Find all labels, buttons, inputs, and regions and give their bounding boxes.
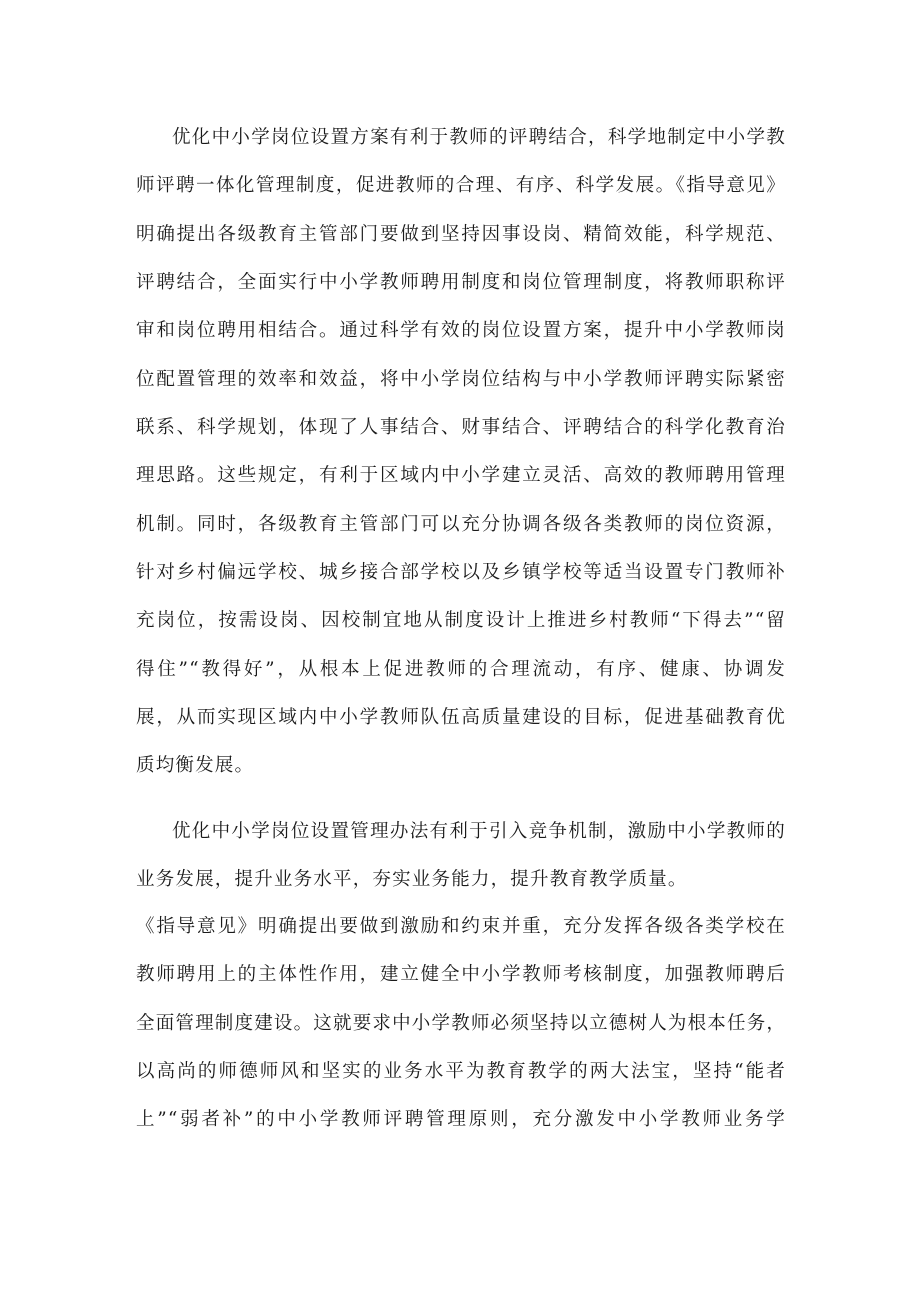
paragraph-2-line-4: 教师聘用上的主体性作用，建立健全中小学教师考核制度，加强教师聘后 [136,964,786,985]
paragraph-1-line-14: 质均衡发展。 [136,755,255,776]
paragraph-2-line-2: 业务发展，提升业务水平，夯实业务能力，提升教育教学质量。 [136,869,688,890]
paragraph-1-line-11: 充岗位，按需设岗、因校制宜地从制度设计上推进乡村教师“下得去”“留 [136,610,786,631]
paragraph-1-line-8: 理思路。这些规定，有利于区域内中小学建立灵活、高效的教师聘用管理 [136,465,786,486]
paragraph-1-line-3: 明确提出各级教育主管部门要做到坚持因事设岗、精简效能，科学规范、 [136,224,786,245]
paragraph-1-line-12: 得住”“教得好”，从根本上促进教师的合理流动，有序、健康、协调发 [136,659,786,680]
paragraph-1-line-13: 展，从而实现区域内中小学教师队伍高质量建设的目标，促进基础教育优 [136,707,786,728]
paragraph-2-line-6: 以高尚的师德师风和坚实的业务水平为教育教学的两大法宝，坚持“能者 [136,1061,786,1082]
paragraph-2-line-5: 全面管理制度建设。这就要求中小学教师必须坚持以立德树人为根本任务， [136,1013,787,1034]
paragraph-1-line-10: 针对乡村偏远学校、城乡接合部学校以及乡镇学校等适当设置专门教师补 [136,562,786,583]
paragraph-2-line-1: 优化中小学岗位设置管理办法有利于引入竞争机制，激励中小学教师的 [172,821,786,842]
paragraph-1-line-7: 联系、科学规划，体现了人事结合、财事结合、评聘结合的科学化教育治 [136,417,786,438]
paragraph-1-line-6: 位配置管理的效率和效益，将中小学岗位结构与中小学教师评聘实际紧密 [136,369,786,390]
paragraph-1-line-5: 审和岗位聘用相结合。通过科学有效的岗位设置方案，提升中小学教师岗 [136,320,786,341]
paragraph-1-line-1: 优化中小学岗位设置方案有利于教师的评聘结合，科学地制定中小学教 [172,127,786,148]
paragraph-2-line-7: 上”“弱者补”的中小学教师评聘管理原则，充分激发中小学教师业务学 [136,1109,786,1130]
paragraph-2-line-3: 《指导意见》明确提出要做到激励和约束并重，充分发挥各级各类学校在 [136,916,786,937]
paragraph-1-line-9: 机制。同时，各级教育主管部门可以充分协调各级各类教师的岗位资源， [136,514,786,535]
paragraph-1-line-4: 评聘结合，全面实行中小学教师聘用制度和岗位管理制度，将教师职称评 [136,272,786,293]
paragraph-1-line-2: 师评聘一体化管理制度，促进教师的合理、有序、科学发展。《指导意见》 [136,175,786,196]
